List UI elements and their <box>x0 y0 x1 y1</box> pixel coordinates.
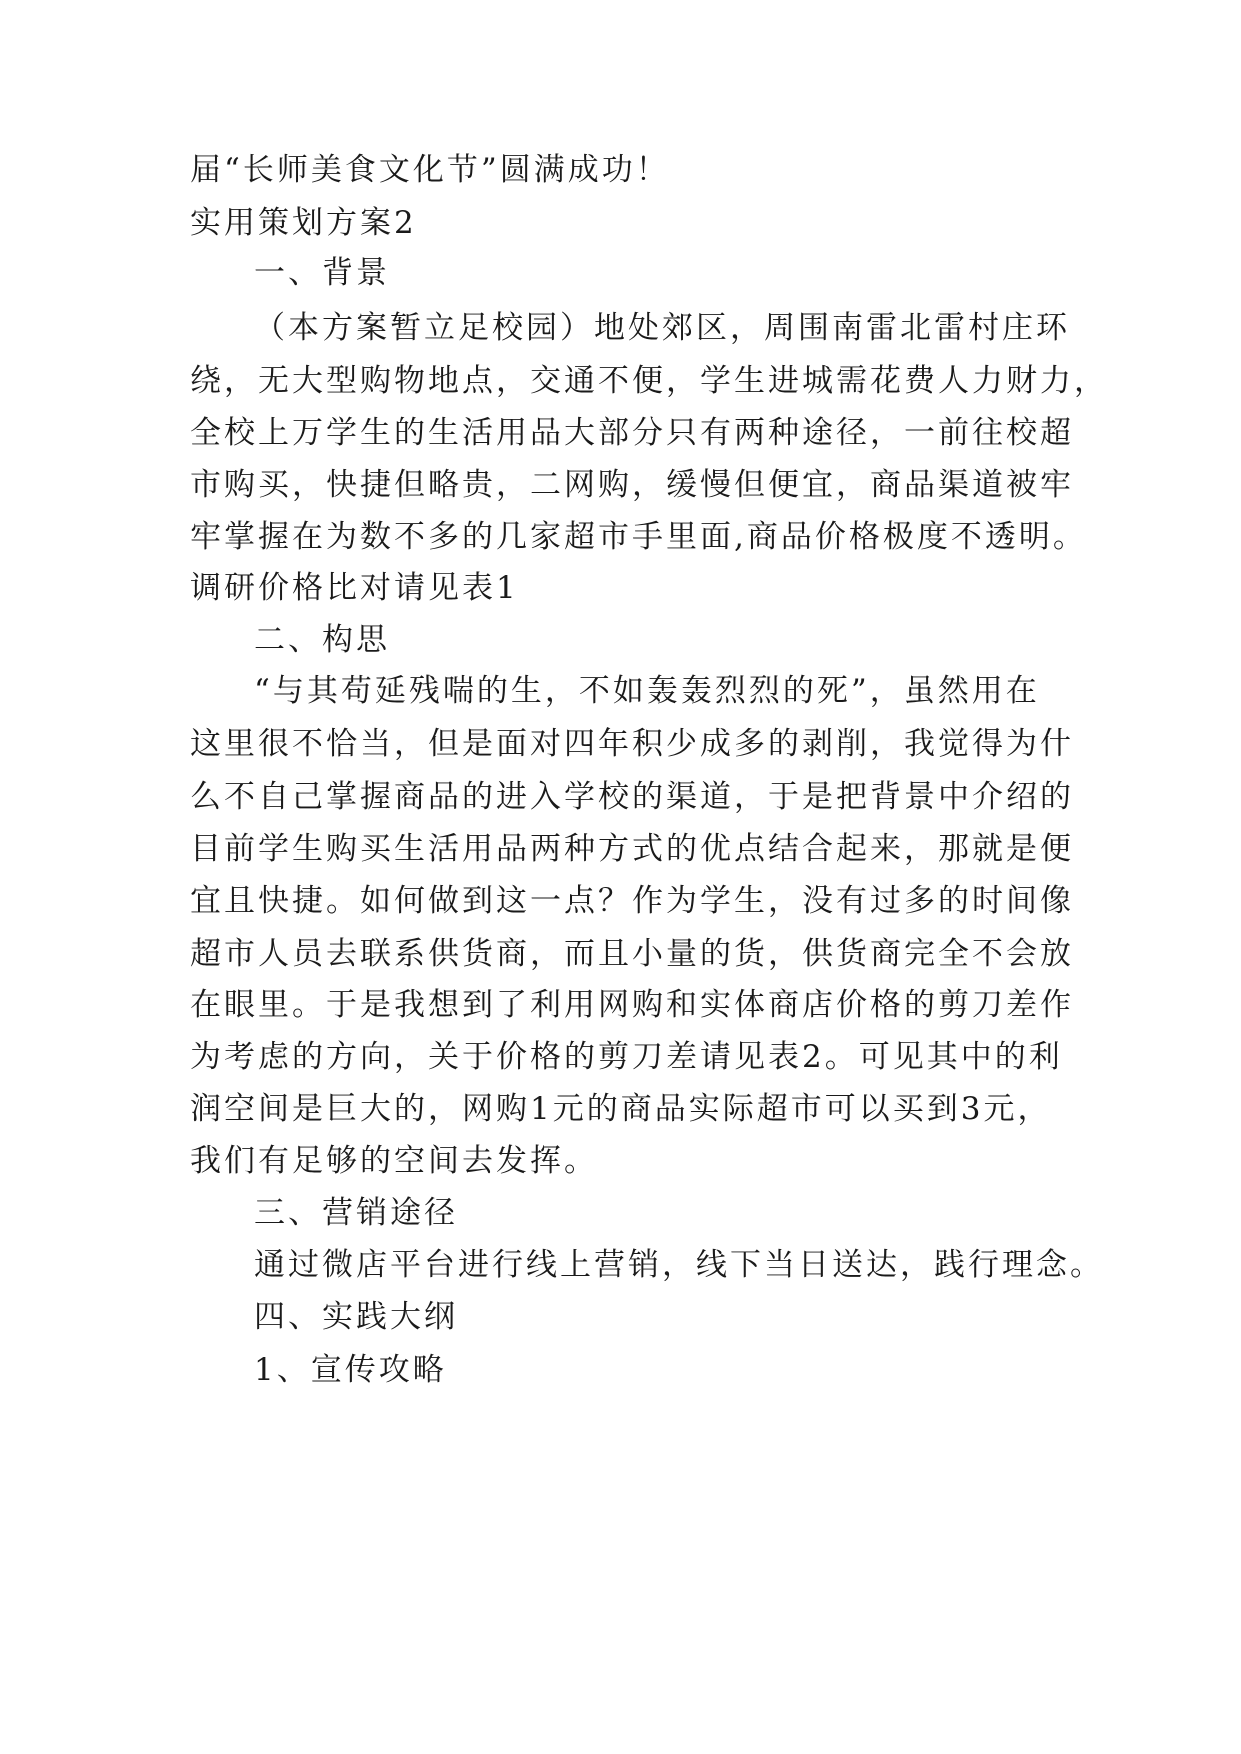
paragraph-line: 绕，无大型购物地点，交通不便，学生进城需花费人力财力， <box>190 363 1108 399</box>
paragraph-line: 润空间是巨大的，网购1元的商品实际超市可以买到3元， <box>190 1091 1052 1127</box>
paragraph-line: （本方案暂立足校园）地处郊区，周围南雷北雷村庄环 <box>254 310 1070 346</box>
heading-background: 一、背景 <box>254 255 390 291</box>
paragraph-line: 通过微店平台进行线上营销，线下当日送达，践行理念。 <box>254 1247 1104 1283</box>
heading-marketing: 三、营销途径 <box>254 1195 458 1231</box>
text-line: 届“长师美食文化节”圆满成功！ <box>190 152 670 188</box>
paragraph-line: 么不自己掌握商品的进入学校的渠道，于是把背景中介绍的 <box>190 779 1074 815</box>
paragraph-line: 牢掌握在为数不多的几家超市手里面,商品价格极度不透明。 <box>190 519 1087 555</box>
paragraph-line: “与其苟延残喘的生，不如轰轰烈烈的死”，虽然用在 <box>254 673 1040 709</box>
section-title: 实用策划方案2 <box>190 205 417 241</box>
paragraph-line: 市购买，快捷但略贵，二网购，缓慢但便宜，商品渠道被牢 <box>190 467 1074 503</box>
paragraph-line: 宜且快捷。如何做到这一点？作为学生，没有过多的时间像 <box>190 883 1074 919</box>
paragraph-line: 这里很不恰当，但是面对四年积少成多的剥削，我觉得为什 <box>190 726 1074 762</box>
paragraph-line: 为考虑的方向，关于价格的剪刀差请见表2。可见其中的利 <box>190 1039 1063 1075</box>
subheading-promotion: 1、宣传攻略 <box>254 1352 447 1388</box>
paragraph-line: 在眼里。于是我想到了利用网购和实体商店价格的剪刀差作 <box>190 987 1074 1023</box>
paragraph-line: 全校上万学生的生活用品大部分只有两种途径，一前往校超 <box>190 415 1074 451</box>
heading-practice: 四、实践大纲 <box>254 1299 458 1335</box>
paragraph-line: 目前学生购买生活用品两种方式的优点结合起来，那就是便 <box>190 831 1074 867</box>
paragraph-line: 调研价格比对请见表1 <box>190 570 519 606</box>
paragraph-line: 超市人员去联系供货商，而且小量的货，供货商完全不会放 <box>190 936 1074 972</box>
paragraph-line: 我们有足够的空间去发挥。 <box>190 1143 598 1179</box>
heading-idea: 二、构思 <box>254 622 390 658</box>
